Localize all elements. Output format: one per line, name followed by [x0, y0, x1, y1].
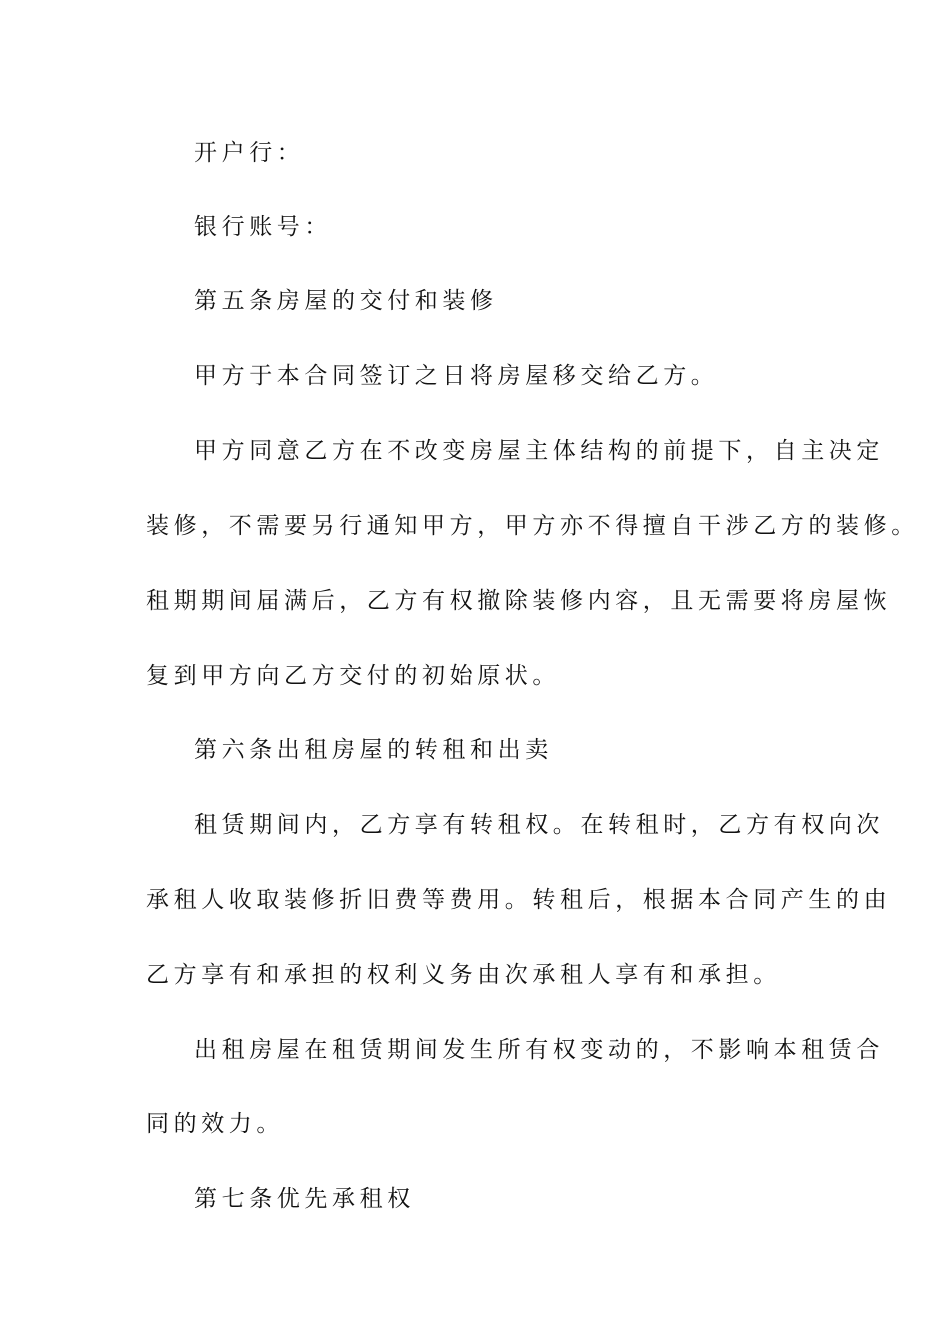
paragraph-line: 甲方于本合同签订之日将房屋移交给乙方。	[194, 363, 719, 389]
paragraph-line: 装修，不需要另行通知甲方，甲方亦不得擅自干涉乙方的装修。	[146, 513, 919, 539]
bank-account-label: 银行账号：	[194, 214, 332, 240]
paragraph-line: 复到甲方向乙方交付的初始原状。	[146, 663, 560, 689]
paragraph-line: 租期期间届满后，乙方有权撤除装修内容，且无需要将房屋恢	[146, 588, 892, 614]
article-5-heading: 第五条房屋的交付和装修	[194, 288, 498, 314]
paragraph-line: 乙方享有和承担的权利义务由次承租人享有和承担。	[146, 962, 781, 988]
paragraph-line: 承租人收取装修折旧费等费用。转租后，根据本合同产生的由	[146, 887, 892, 913]
bank-name-label: 开户行：	[194, 140, 305, 166]
article-7-heading: 第七条优先承租权	[194, 1186, 415, 1212]
paragraph-line: 同的效力。	[146, 1111, 284, 1137]
paragraph-line: 甲方同意乙方在不改变房屋主体结构的前提下，自主决定	[194, 438, 884, 464]
paragraph-line: 出租房屋在租赁期间发生所有权变动的，不影响本租赁合	[194, 1037, 884, 1063]
paragraph-line: 租赁期间内，乙方享有转租权。在转租时，乙方有权向次	[194, 812, 884, 838]
article-6-heading: 第六条出租房屋的转租和出卖	[194, 737, 553, 763]
